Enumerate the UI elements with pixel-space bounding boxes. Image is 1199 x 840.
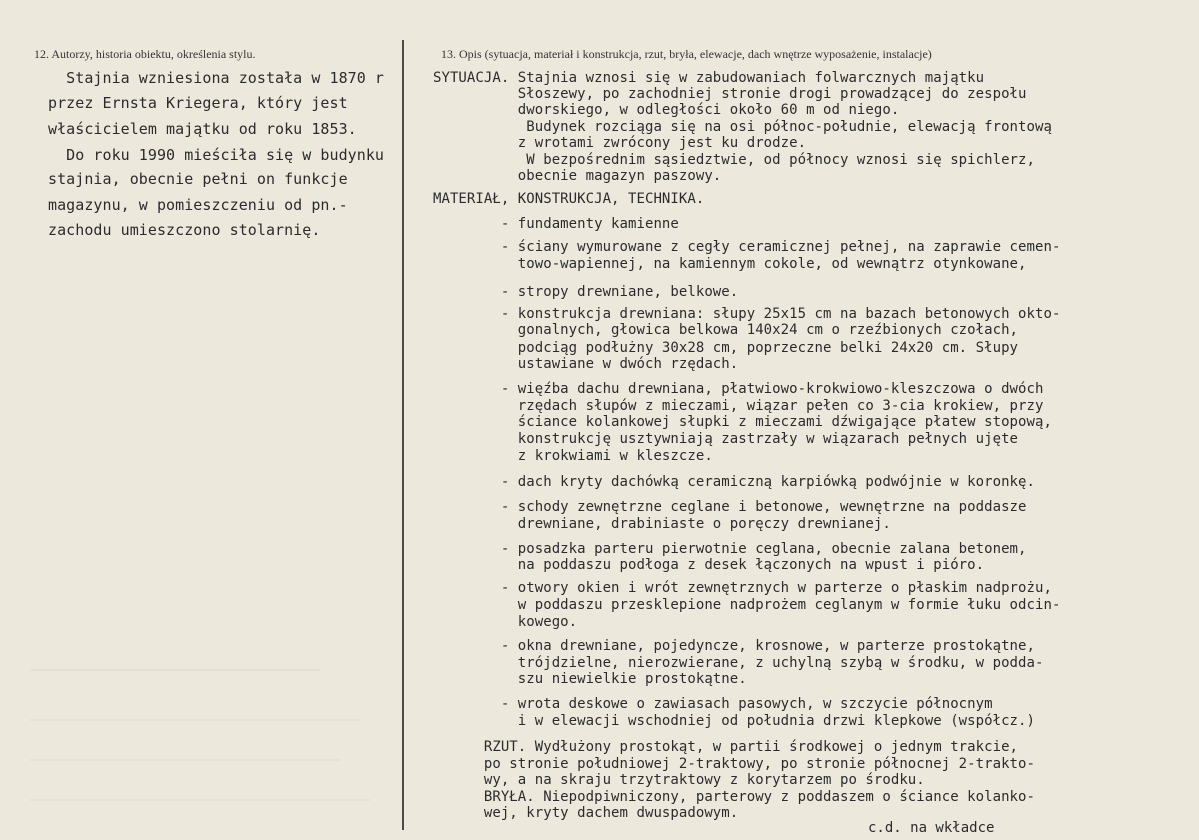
description-line: podciąg podłużny 30x28 cm, poprzeczne belki 24x20 cm. Słupy: [433, 340, 1019, 356]
description-line: - wrota deskowe o zawiasach pasowych, w szczycie północnym: [433, 696, 993, 712]
description-line: wej, kryty dachem dwuspadowym.: [433, 805, 739, 821]
history-line: stajnia, obecnie pełni on funkcje: [48, 170, 348, 188]
description-line: drewniane, drabiniaste o poręczy drewnianej.: [433, 516, 891, 532]
description-line: - konstrukcja drewniana: słupy 25x15 cm na bazach betonowych okto-: [433, 306, 1061, 322]
description-line: konstrukcję usztywniają zastrzały w wiązarach pełnych ujęte: [433, 431, 1019, 447]
description-line: z krokwiami w kleszcze.: [433, 448, 713, 464]
description-line: - ściany wymurowane z cegły ceramicznej pełnej, na zaprawie cemen-: [433, 239, 1061, 255]
description-line: rzędach słupów z mieczami, wiązar pełen co 3-cia krokiew, przy: [433, 398, 1044, 414]
description-line: trójdzielne, nierozwierane, z uchylną szybą w środku, w podda-: [433, 655, 1044, 671]
description-line: - otwory okien i wrót zewnętrznych w parterze o płaskim nadprożu,: [433, 580, 1052, 596]
description-line: kowego.: [433, 614, 578, 630]
description-line: wy, a na skraju trzytraktowy z korytarzem po środku.: [433, 772, 925, 788]
description-line: - stropy drewniane, belkowe.: [433, 284, 739, 300]
history-line: właścicielem majątku od roku 1853.: [48, 120, 357, 138]
description-line: z wrotami zwrócony jest ku drodze.: [433, 135, 807, 151]
description-line: po stronie południowej 2-traktowy, po stronie północnej 2-trakto-: [433, 756, 1035, 772]
description-line: BRYŁA. Niepodpiwniczony, parterowy z poddaszem o ściance kolanko-: [433, 789, 1035, 805]
description-line: ściance kolankowej słupki z mieczami dźwigające płatew stopową,: [433, 414, 1052, 430]
continuation-note: c.d. na wkładce: [868, 820, 995, 836]
description-line: i w elewacji wschodniej od południa drzwi klepkowe (współcz.): [433, 713, 1035, 729]
description-line: w poddaszu przesklepione nadprożem ceglanym w formie łuku odcin-: [433, 597, 1061, 613]
history-line: magazynu, w pomieszczeniu od pn.-: [48, 196, 348, 214]
history-line: Stajnia wzniesiona została w 1870 r: [48, 69, 384, 87]
description-line: - schody zewnętrzne ceglane i betonowe, wewnętrzne na poddasze: [433, 499, 1027, 515]
description-line: RZUT. Wydłużony prostokąt, w partii środkowej o jednym trakcie,: [433, 739, 1019, 755]
column-divider: [402, 40, 404, 830]
description-line: - fundamenty kamienne: [433, 216, 679, 232]
description-line: dworskiego, w odległości około 60 m od niego.: [433, 102, 900, 118]
history-line: zachodu umieszczono stolarnię.: [48, 221, 321, 239]
history-line: Do roku 1990 mieściła się w budynku: [48, 146, 384, 164]
description-line: towo-wapiennej, na kamiennym cokole, od wewnątrz otynkowane,: [433, 256, 1027, 272]
description-line: W bezpośrednim sąsiedztwie, od północy wznosi się spichlerz,: [433, 152, 1035, 168]
bleed-through-texture: [20, 640, 380, 830]
description-line: - posadzka parteru pierwotnie ceglana, obecnie zalana betonem,: [433, 541, 1027, 557]
description-line: ustawiane w dwóch rzędach.: [433, 356, 739, 372]
description-line: Budynek rozciąga się na osi północ-południe, elewacją frontową: [433, 119, 1052, 135]
section-13-header: 13. Opis (sytuacja, materiał i konstrukcja, rzut, bryła, elewacje, dach wnętrze wyposażenie, instalacje): [441, 47, 932, 61]
description-line: Słoszewy, po zachodniej stronie drogi prowadzącej do zespołu: [433, 86, 1027, 102]
description-line: obecnie magazyn paszowy.: [433, 168, 722, 184]
description-line: - okna drewniane, pojedyncze, krosnowe, w parterze prostokątne,: [433, 638, 1035, 654]
description-line: na poddaszu podłoga z desek łączonych na wpust i pióro.: [433, 557, 985, 573]
description-line: - dach kryty dachówką ceramiczną karpiówką podwójnie w koronkę.: [433, 474, 1035, 490]
history-line: przez Ernsta Kriegera, który jest: [48, 94, 348, 112]
description-line: - więźba dachu drewniana, płatwiowo-krokwiowo-kleszczowa o dwóch: [433, 381, 1044, 397]
description-line: MATERIAŁ, KONSTRUKCJA, TECHNIKA.: [433, 191, 705, 207]
section-12-header: 12. Autorzy, historia obiektu, określenia stylu.: [34, 47, 256, 61]
description-line: gonalnych, głowica belkowa 140x24 cm o rzeźbionych czołach,: [433, 322, 1019, 338]
description-line: szu niewielkie prostokątne.: [433, 671, 747, 687]
description-line: SYTUACJA. Stajnia wznosi się w zabudowaniach folwarcznych majątku: [433, 70, 985, 86]
